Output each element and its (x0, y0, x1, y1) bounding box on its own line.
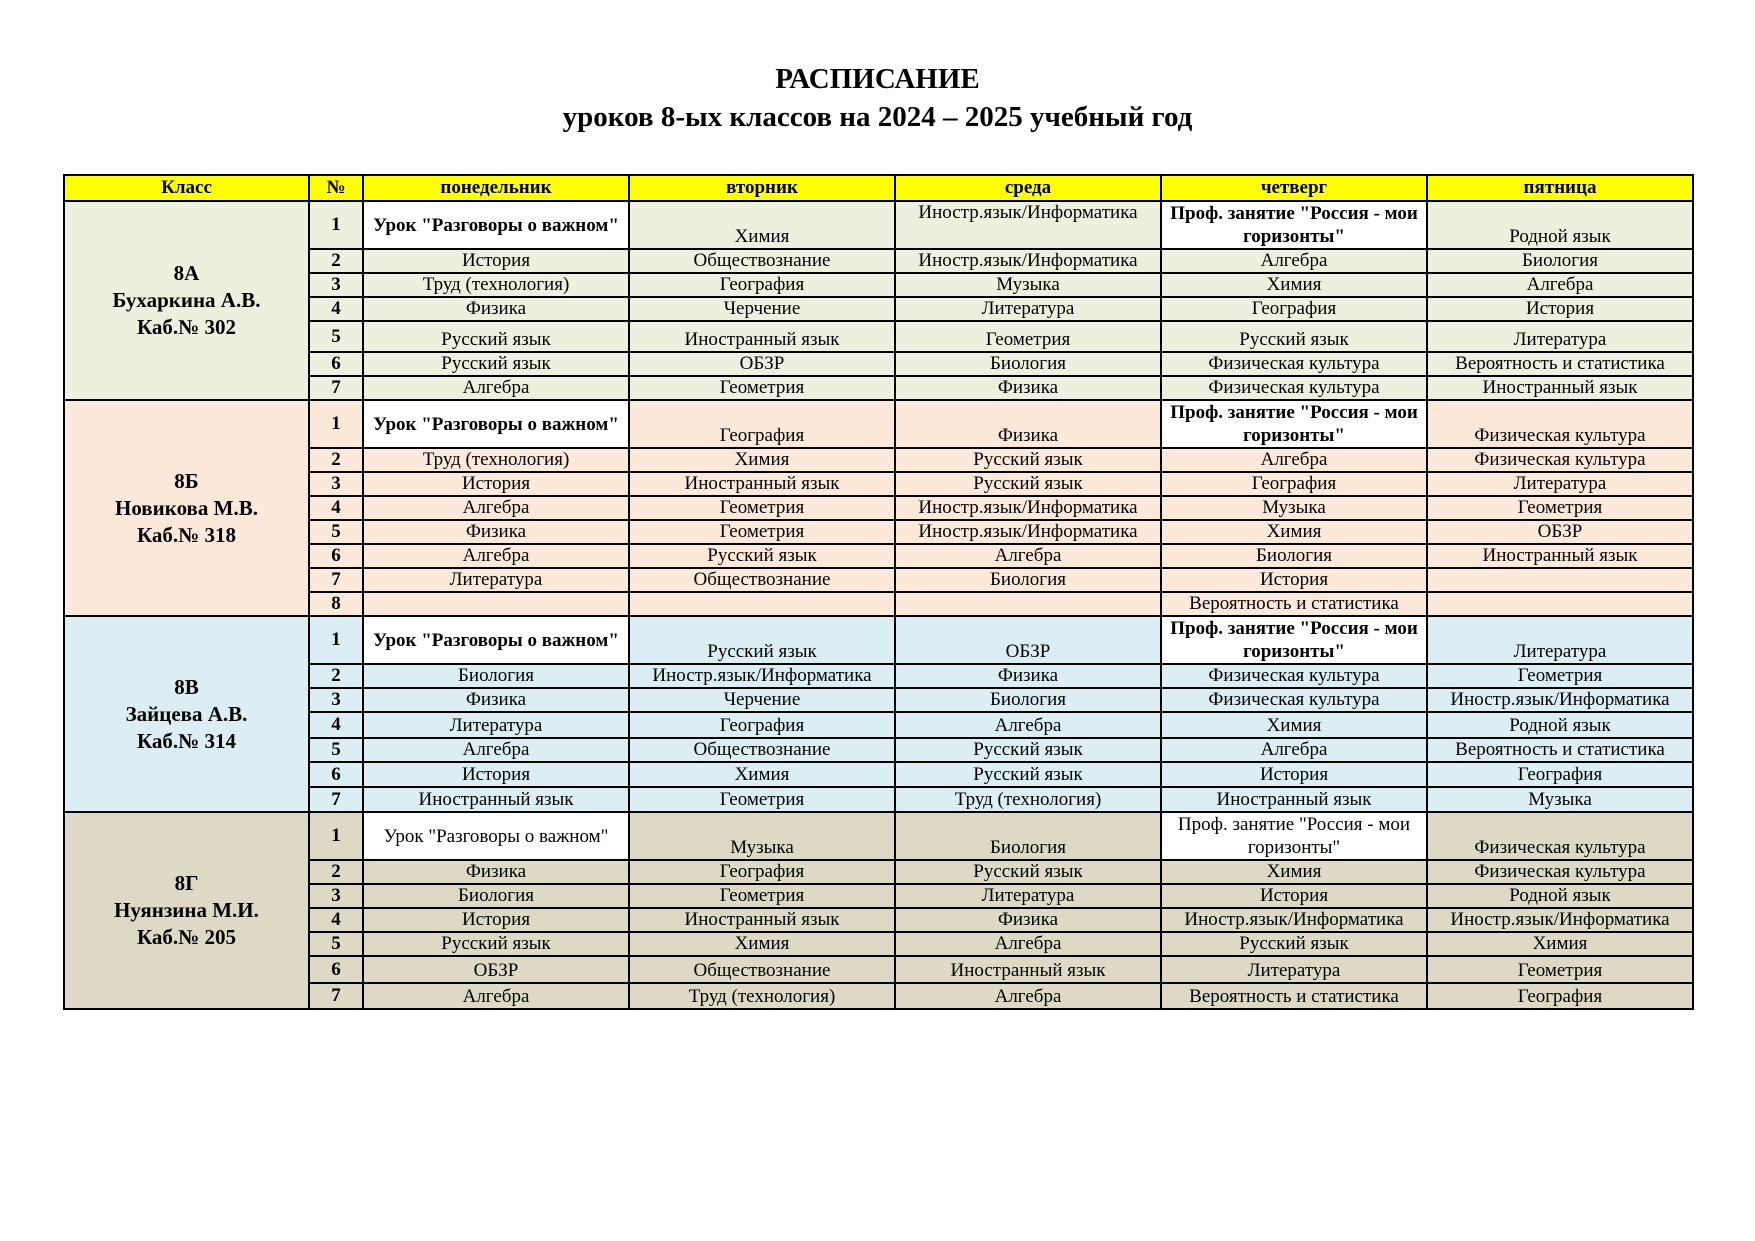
lesson-cell-monday: ОБЗР (363, 956, 629, 983)
class-info-cell (64, 201, 309, 400)
lesson-cell-wednesday: Физика (895, 664, 1161, 688)
lesson-cell-friday (1427, 592, 1693, 616)
lesson-cell-monday: Урок "Разговоры о важном" (363, 400, 629, 448)
lesson-number: 5 (309, 738, 363, 762)
lesson-number: 3 (309, 273, 363, 297)
lesson-cell-tuesday: Химия (629, 932, 895, 956)
lesson-number: 1 (309, 201, 363, 249)
schedule-body (64, 201, 1693, 1009)
lesson-cell-monday: Труд (технология) (363, 448, 629, 472)
schedule-row (64, 884, 1693, 908)
lesson-cell-friday: Геометрия (1427, 956, 1693, 983)
lesson-cell-wednesday: Биология (895, 688, 1161, 712)
class-info-cell (64, 400, 309, 616)
lesson-cell-tuesday: Обществознание (629, 568, 895, 592)
lesson-cell-friday: Геометрия (1427, 664, 1693, 688)
lesson-cell-monday: Литература (363, 712, 629, 738)
schedule-row (64, 932, 1693, 956)
lesson-cell-tuesday: Русский язык (629, 616, 895, 664)
lesson-cell-thursday: Физическая культура (1161, 688, 1427, 712)
lesson-number: 6 (309, 762, 363, 787)
schedule-row (64, 908, 1693, 932)
lesson-cell-friday: Родной язык (1427, 712, 1693, 738)
lesson-cell-wednesday: Биология (895, 568, 1161, 592)
lesson-cell-friday: Иностранный язык (1427, 544, 1693, 568)
lesson-cell-thursday: Вероятность и статистика (1161, 592, 1427, 616)
lesson-cell-tuesday: Русский язык (629, 544, 895, 568)
lesson-cell-tuesday: Химия (629, 762, 895, 787)
header-class: Класс (64, 175, 309, 201)
lesson-cell-tuesday: Геометрия (629, 376, 895, 400)
schedule-row (64, 956, 1693, 983)
lesson-cell-friday: Литература (1427, 616, 1693, 664)
lesson-cell-tuesday: Труд (технология) (629, 983, 895, 1009)
class-teacher: Бухаркина А.В. (112, 288, 261, 312)
lesson-number: 3 (309, 884, 363, 908)
class-room: Каб.№ 205 (136, 925, 237, 949)
schedule-row (64, 297, 1693, 321)
class-room: Каб.№ 318 (136, 522, 237, 547)
schedule-table (63, 174, 1694, 1010)
lesson-cell-wednesday: Физика (895, 400, 1161, 448)
lesson-number: 4 (309, 712, 363, 738)
class-room: Каб.№ 302 (136, 315, 237, 339)
class-name: 8Г (174, 871, 199, 895)
lesson-cell-wednesday: Иностр.язык/Информатика (895, 249, 1161, 273)
lesson-cell-wednesday: Биология (895, 352, 1161, 376)
lesson-cell-wednesday: Алгебра (895, 544, 1161, 568)
lesson-cell-wednesday: Литература (895, 297, 1161, 321)
lesson-number: 6 (309, 352, 363, 376)
lesson-cell-tuesday: ОБЗР (629, 352, 895, 376)
lesson-cell-wednesday: Музыка (895, 273, 1161, 297)
lesson-cell-monday: История (363, 249, 629, 273)
lesson-number: 4 (309, 496, 363, 520)
lesson-cell-monday: Урок "Разговоры о важном" (363, 201, 629, 249)
lesson-cell-friday: История (1427, 297, 1693, 321)
lesson-cell-wednesday: ОБЗР (895, 616, 1161, 664)
lesson-cell-friday: Иностр.язык/Информатика (1427, 688, 1693, 712)
lesson-cell-friday (1427, 568, 1693, 592)
lesson-cell-friday: Литература (1427, 321, 1693, 352)
lesson-number: 2 (309, 448, 363, 472)
lesson-cell-thursday: Иностранный язык (1161, 787, 1427, 812)
lesson-cell-thursday: Химия (1161, 273, 1427, 297)
header-tuesday: вторник (629, 175, 895, 201)
lesson-cell-monday: Физика (363, 688, 629, 712)
lesson-cell-wednesday: Алгебра (895, 712, 1161, 738)
lesson-number: 7 (309, 568, 363, 592)
lesson-cell-tuesday: Геометрия (629, 884, 895, 908)
lesson-number: 3 (309, 688, 363, 712)
lesson-cell-friday: Физическая культура (1427, 812, 1693, 860)
schedule-row (64, 762, 1693, 787)
lesson-cell-thursday: Проф. занятие "Россия - мои горизонты" (1161, 400, 1427, 448)
lesson-cell-friday: Геометрия (1427, 496, 1693, 520)
lesson-cell-thursday: Вероятность и статистика (1161, 983, 1427, 1009)
class-name: 8А (173, 261, 200, 285)
lesson-cell-wednesday (895, 592, 1161, 616)
lesson-cell-tuesday: Иностранный язык (629, 908, 895, 932)
schedule-row (64, 664, 1693, 688)
schedule-row (64, 201, 1693, 249)
lesson-cell-tuesday: Геометрия (629, 787, 895, 812)
lesson-number: 2 (309, 249, 363, 273)
lesson-cell-monday: Алгебра (363, 496, 629, 520)
lesson-cell-friday: Физическая культура (1427, 448, 1693, 472)
title-block (0, 62, 1755, 134)
lesson-cell-tuesday (629, 592, 895, 616)
lesson-cell-monday: Русский язык (363, 932, 629, 956)
lesson-number: 4 (309, 908, 363, 932)
lesson-cell-thursday: Физическая культура (1161, 352, 1427, 376)
lesson-cell-wednesday: Литература (895, 884, 1161, 908)
lesson-cell-tuesday: Обществознание (629, 738, 895, 762)
lesson-cell-wednesday: Физика (895, 908, 1161, 932)
class-info-cell (64, 616, 309, 812)
lesson-cell-friday: Литература (1427, 472, 1693, 496)
lesson-cell-tuesday: Обществознание (629, 956, 895, 983)
schedule-row (64, 983, 1693, 1009)
lesson-cell-thursday: Русский язык (1161, 932, 1427, 956)
lesson-number: 7 (309, 376, 363, 400)
lesson-cell-monday: Алгебра (363, 376, 629, 400)
lesson-cell-wednesday: Алгебра (895, 932, 1161, 956)
lesson-cell-friday: ОБЗР (1427, 520, 1693, 544)
lesson-cell-thursday: Физическая культура (1161, 376, 1427, 400)
lesson-cell-monday: Русский язык (363, 352, 629, 376)
lesson-cell-thursday: Проф. занятие "Россия - мои горизонты" (1161, 812, 1427, 860)
lesson-cell-wednesday: Геометрия (895, 321, 1161, 352)
schedule-row (64, 544, 1693, 568)
lesson-cell-friday: Физическая культура (1427, 860, 1693, 884)
lesson-cell-monday: Алгебра (363, 983, 629, 1009)
lesson-cell-thursday: Алгебра (1161, 249, 1427, 273)
lesson-cell-thursday: Алгебра (1161, 448, 1427, 472)
lesson-cell-monday: Урок "Разговоры о важном" (363, 812, 629, 860)
class-teacher: Зайцева А.В. (125, 701, 248, 726)
lesson-cell-wednesday: Иностр.язык/Информатика (895, 201, 1161, 249)
lesson-cell-monday: Труд (технология) (363, 273, 629, 297)
lesson-cell-monday: Иностранный язык (363, 787, 629, 812)
lesson-cell-tuesday: География (629, 860, 895, 884)
lesson-cell-friday: Алгебра (1427, 273, 1693, 297)
lesson-cell-monday: Биология (363, 884, 629, 908)
schedule-row (64, 592, 1693, 616)
lesson-cell-monday: Урок "Разговоры о важном" (363, 616, 629, 664)
lesson-number: 8 (309, 592, 363, 616)
schedule-row (64, 812, 1693, 860)
schedule-row (64, 249, 1693, 273)
class-name: 8Б (174, 468, 199, 493)
class-name: 8В (174, 674, 199, 699)
schedule-row (64, 321, 1693, 352)
header-thursday: четверг (1161, 175, 1427, 201)
lesson-cell-friday: Вероятность и статистика (1427, 352, 1693, 376)
lesson-cell-monday: История (363, 908, 629, 932)
lesson-cell-tuesday: Геометрия (629, 520, 895, 544)
lesson-cell-thursday: География (1161, 472, 1427, 496)
lesson-cell-monday: Русский язык (363, 321, 629, 352)
lesson-number: 6 (309, 544, 363, 568)
lesson-number: 7 (309, 787, 363, 812)
lesson-cell-thursday: Проф. занятие "Россия - мои горизонты" (1161, 201, 1427, 249)
lesson-cell-tuesday: Геометрия (629, 496, 895, 520)
lesson-cell-thursday: География (1161, 297, 1427, 321)
lesson-cell-thursday: История (1161, 884, 1427, 908)
lesson-cell-thursday: Химия (1161, 860, 1427, 884)
class-teacher: Нуянзина М.И. (114, 898, 259, 922)
lesson-number: 4 (309, 297, 363, 321)
lesson-cell-friday: Вероятность и статистика (1427, 738, 1693, 762)
schedule-row (64, 787, 1693, 812)
schedule-row (64, 472, 1693, 496)
lesson-cell-tuesday: Иностр.язык/Информатика (629, 664, 895, 688)
lesson-cell-tuesday: Иностранный язык (629, 472, 895, 496)
schedule-row (64, 352, 1693, 376)
lesson-cell-monday: История (363, 472, 629, 496)
lesson-cell-tuesday: Химия (629, 448, 895, 472)
class-room: Каб.№ 314 (136, 728, 237, 753)
lesson-cell-wednesday: Труд (технология) (895, 787, 1161, 812)
lesson-cell-thursday: Химия (1161, 520, 1427, 544)
lesson-cell-tuesday: Черчение (629, 297, 895, 321)
class-teacher: Новикова М.В. (115, 495, 258, 520)
header-row (64, 175, 1693, 201)
lesson-cell-tuesday: Музыка (629, 812, 895, 860)
lesson-cell-monday (363, 592, 629, 616)
lesson-cell-wednesday: Иностр.язык/Информатика (895, 496, 1161, 520)
lesson-cell-tuesday: География (629, 400, 895, 448)
header-monday: понедельник (363, 175, 629, 201)
lesson-cell-monday: Физика (363, 860, 629, 884)
lesson-cell-thursday: Музыка (1161, 496, 1427, 520)
lesson-cell-tuesday: Химия (629, 201, 895, 249)
schedule-row (64, 273, 1693, 297)
lesson-cell-thursday: Русский язык (1161, 321, 1427, 352)
schedule-row (64, 400, 1693, 448)
lesson-number: 5 (309, 321, 363, 352)
schedule-row (64, 568, 1693, 592)
lesson-cell-thursday: История (1161, 568, 1427, 592)
lesson-cell-monday: Алгебра (363, 544, 629, 568)
schedule-row (64, 520, 1693, 544)
class-info-cell (64, 812, 309, 1009)
lesson-cell-friday: Родной язык (1427, 201, 1693, 249)
header-friday: пятница (1427, 175, 1693, 201)
lesson-cell-friday: Музыка (1427, 787, 1693, 812)
lesson-cell-wednesday: Физика (895, 376, 1161, 400)
schedule-row (64, 376, 1693, 400)
lesson-cell-friday: География (1427, 762, 1693, 787)
lesson-number: 3 (309, 472, 363, 496)
schedule-row (64, 496, 1693, 520)
lesson-cell-monday: Биология (363, 664, 629, 688)
lesson-cell-monday: Физика (363, 520, 629, 544)
lesson-cell-friday: Химия (1427, 932, 1693, 956)
lesson-cell-wednesday: Русский язык (895, 472, 1161, 496)
lesson-cell-wednesday: Русский язык (895, 860, 1161, 884)
lesson-number: 6 (309, 956, 363, 983)
lesson-cell-monday: Литература (363, 568, 629, 592)
lesson-cell-friday: Иностр.язык/Информатика (1427, 908, 1693, 932)
schedule-row (64, 448, 1693, 472)
lesson-number: 2 (309, 664, 363, 688)
lesson-cell-tuesday: Черчение (629, 688, 895, 712)
lesson-cell-monday: История (363, 762, 629, 787)
lesson-cell-wednesday: Иностр.язык/Информатика (895, 520, 1161, 544)
lesson-cell-thursday: Алгебра (1161, 738, 1427, 762)
lesson-cell-thursday: Литература (1161, 956, 1427, 983)
lesson-number: 5 (309, 932, 363, 956)
lesson-cell-friday: Родной язык (1427, 884, 1693, 908)
lesson-number: 5 (309, 520, 363, 544)
lesson-cell-thursday: Химия (1161, 712, 1427, 738)
lesson-cell-monday: Физика (363, 297, 629, 321)
lesson-cell-thursday: Биология (1161, 544, 1427, 568)
lesson-number: 2 (309, 860, 363, 884)
lesson-cell-tuesday: География (629, 712, 895, 738)
lesson-cell-thursday: Проф. занятие "Россия - мои горизонты" (1161, 616, 1427, 664)
lesson-cell-thursday: Физическая культура (1161, 664, 1427, 688)
lesson-cell-wednesday: Русский язык (895, 738, 1161, 762)
lesson-cell-friday: Физическая культура (1427, 400, 1693, 448)
header-number: № (309, 175, 363, 201)
schedule-row (64, 688, 1693, 712)
schedule-row (64, 860, 1693, 884)
lesson-cell-friday: География (1427, 983, 1693, 1009)
lesson-number: 7 (309, 983, 363, 1009)
lesson-cell-wednesday: Иностранный язык (895, 956, 1161, 983)
lesson-cell-tuesday: Иностранный язык (629, 321, 895, 352)
lesson-cell-wednesday: Алгебра (895, 983, 1161, 1009)
lesson-cell-friday: Иностранный язык (1427, 376, 1693, 400)
page-title: РАСПИСАНИЕ (775, 63, 980, 95)
lesson-number: 1 (309, 616, 363, 664)
header-wednesday: среда (895, 175, 1161, 201)
lesson-cell-wednesday: Русский язык (895, 762, 1161, 787)
lesson-cell-wednesday: Биология (895, 812, 1161, 860)
lesson-cell-tuesday: География (629, 273, 895, 297)
lesson-cell-tuesday: Обществознание (629, 249, 895, 273)
lesson-number: 1 (309, 812, 363, 860)
schedule-row (64, 712, 1693, 738)
lesson-cell-thursday: Иностр.язык/Информатика (1161, 908, 1427, 932)
schedule-row (64, 616, 1693, 664)
schedule-row (64, 738, 1693, 762)
lesson-cell-thursday: История (1161, 762, 1427, 787)
lesson-number: 1 (309, 400, 363, 448)
lesson-cell-wednesday: Русский язык (895, 448, 1161, 472)
page-subtitle: уроков 8-ых классов на 2024 – 2025 учебный год (562, 101, 1193, 133)
lesson-cell-monday: Алгебра (363, 738, 629, 762)
lesson-cell-friday: Биология (1427, 249, 1693, 273)
